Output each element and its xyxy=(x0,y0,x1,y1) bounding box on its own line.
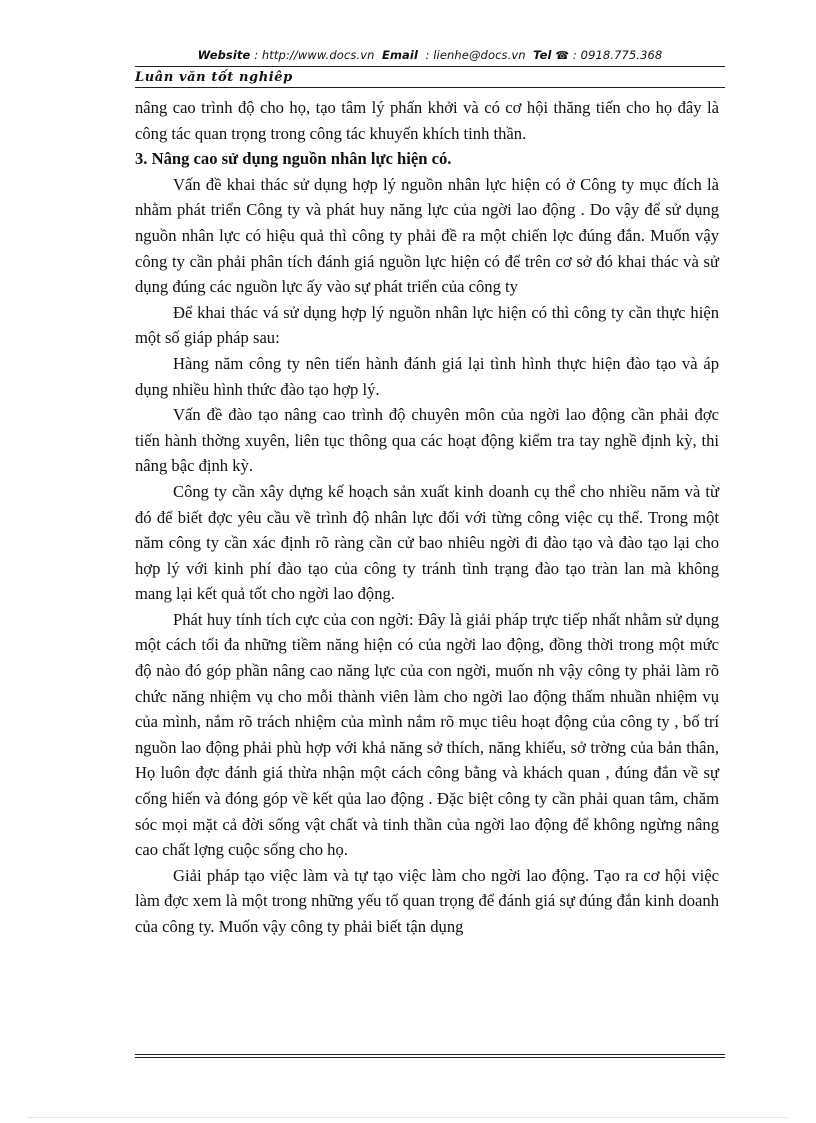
document-title: Luân văn tốt nghiêp xyxy=(135,70,293,85)
page-edge-divider xyxy=(28,1117,788,1118)
footer-rule-bottom xyxy=(135,1057,725,1058)
page-header-contact xyxy=(135,48,725,62)
page-body xyxy=(135,95,719,940)
tel-number: : 0918.775.368 xyxy=(572,48,663,62)
paragraph: Vấn đề đào tạo nâng cao trình độ chuyên môn của ngời lao động cần phải đợc tiến hành thờng xuyên, liên tục thông qua các hoạt động kiểm tra tay nghề định kỳ, thi nâng bậc định kỳ. xyxy=(135,405,719,476)
header-rule-bottom xyxy=(135,87,725,88)
paragraph: Hàng năm công ty nên tiến hành đánh giá lại tình hình thực hiện đào tạo và áp dụng nhiều hình thức đào tạo hợp lý. xyxy=(135,353,719,399)
paragraph: Để khai thác vá sử dụng hợp lý nguồn nhân lực hiện có thì công ty cần thực hiện một số giáp pháp sau: xyxy=(135,302,719,348)
email-address: : lienhe@docs.vn xyxy=(425,48,526,62)
website-url: : http://www.docs.vn xyxy=(254,48,375,62)
tel-label: Tel xyxy=(533,48,552,62)
footer-rule-top xyxy=(135,1054,725,1055)
website-label: Website xyxy=(197,48,251,62)
header-rule-top xyxy=(135,66,725,67)
paragraph: Phát huy tính tích cực của con ngời: Đây là giải pháp trực tiếp nhất nhằm sử dụng một cách tối đa những tiềm năng hiện có của ngời lao động, đồng thời trong một mức độ nào đó góp phần nâng cao năng lực của con ngời, muốn nh vậy công ty phải làm rõ chức năng nhiệm vụ cho mỗi thành viên làm cho ngời lao động thấm nhuần nhiệm vụ của mình, nắm rõ trách nhiệm của mình nắm rõ mục tiêu hoạt động của công ty , bố trí nguồn lao động phải phù hợp với khả năng sở thích, năng khiếu, sở trờng của bản thân, Họ luôn đợc đánh giá thừa nhận một cách công bằng và khách quan , đúng đắn về sự cống hiến và đóng góp về kết qủa lao động . Đặc biệt công ty cần phải quan tâm, chăm sóc mọi mặt cả đời sống vật chất và tinh thần của ngời lao động để không ngừng nâng cao chất lợng cuộc sống cho họ. xyxy=(135,609,719,860)
paragraph: Giải pháp tạo việc làm và tự tạo việc làm cho ngời lao động. Tạo ra cơ hội việc làm đợc xem là một trong những yếu tố quan trọng để đánh giá sự đúng đắn kinh doanh của công ty. Muốn vậy công ty phải biết tận dụng xyxy=(135,865,719,936)
paragraph: Vấn đề khai thác sử dụng hợp lý nguồn nhân lực hiện có ở Công ty mục đích là nhằm phát triển Công ty và phát huy năng lực của ngời lao động . Do vậy để sử dụng nguồn nhân lực có hiệu quả thì công ty phải đề ra một chiến lợc đúng đắn. Muốn vậy công ty cần phải phân tích đánh giá nguồn lực hiện có để trên cơ sở đó khai thác và sử dụng đúng các nguồn lực ấy vào sự phát triển của công ty xyxy=(135,174,719,297)
paragraph: Công ty cần xây dựng kế hoạch sản xuất kinh doanh cụ thể cho nhiều năm và từ đó để biết đợc yêu cầu về trình độ nhân lực đối với từng công việc cụ thể. Trong một năm công ty cần xác định rõ ràng cần cử bao nhiêu ngời đi đào tạo và đào tạo lại cho hợp lý với kinh phí đào tạo của công ty tránh tình trạng đào tạo tràn lan mà không mang lại kết quả tốt cho ngời lao động. xyxy=(135,481,719,604)
paragraph: nâng cao trình độ cho họ, tạo tâm lý phấn khởi và có cơ hội thăng tiến cho họ đây là công tác quan trọng trong công tác khuyến khích tinh thần. xyxy=(135,98,719,143)
phone-icon: ☎ xyxy=(555,49,570,62)
section-heading: 3. Nâng cao sử dụng nguồn nhân lực hiện có. xyxy=(135,149,452,169)
email-label: Email xyxy=(382,48,418,62)
